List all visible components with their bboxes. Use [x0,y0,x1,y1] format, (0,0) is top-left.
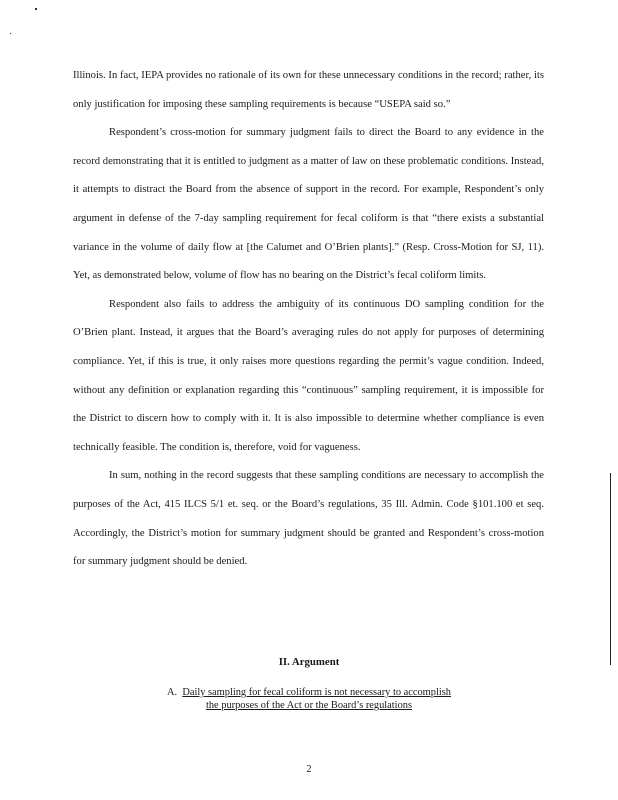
subsection-heading [0,686,618,712]
section-heading: II. Argument [278,656,340,668]
subheading-text-2: the purposes of the Act or the Board’s regulations [205,700,413,711]
page-number: 2 [306,764,312,775]
paragraph-3: Respondent also fails to address the ambiguity of its continuous DO sampling condition for the O’Brien plant. Instead, it argues that the Board’s averaging rules do not apply for purposes of determining compliance. Yet, if this is true, it only raises more questions regarding the permit’s vague condition. Indeed, without any definition or explanation regarding this “continuous” sampling requirement, it is impossible for the District to discern how to comply with it. It is also impossible to determine whether compliance is even technically feasible. The condition is, therefore, void for vagueness. [73,298,544,453]
subheading-marker: A. [167,687,178,698]
subheading-line-2 [0,699,618,712]
margin-change-bar [610,473,611,665]
scan-speck [10,33,11,34]
subheading-text-1: Daily sampling for fecal coliform is not necessary to accomplish [182,687,451,698]
paragraph-2: Respondent’s cross-motion for summary judgment fails to direct the Board to any evidence in the record demonstrating that it is entitled to judgment as a matter of law on these problematic conditions. Instead, it attempts to distract the Board from the absence of support in the record. For example, Respondent’s only argument in defense of the 7-day sampling requirement for fecal coliform is that “there exists a substantial variance in the volume of daily flow at [the Calumet and O’Brien plants].” (Resp. Cross-Motion for SJ, 11). Yet, as demonstrated below, volume of flow has no bearing on the District’s fecal coliform limits. [73,127,544,282]
subheading-line-1 [0,686,618,699]
scan-speck [35,8,37,10]
paragraph-1: Illinois. In fact, IEPA provides no rationale of its own for these unnecessary conditions in the record; rather, its only justification for imposing these sampling requirements is because “USEPA said so.” [73,70,544,110]
body-text [73,62,544,577]
paragraph-4: In sum, nothing in the record suggests that these sampling conditions are necessary to accomplish the purposes of the Act, 415 ILCS 5/1 et. seq. or the Board’s regulations, 35 Ill. Admin. Code §101.100 et seq. Accordingly, the District’s motion for summary judgment should be granted and Respondent’s cross-motion for summary judgment should be denied. [73,470,544,568]
